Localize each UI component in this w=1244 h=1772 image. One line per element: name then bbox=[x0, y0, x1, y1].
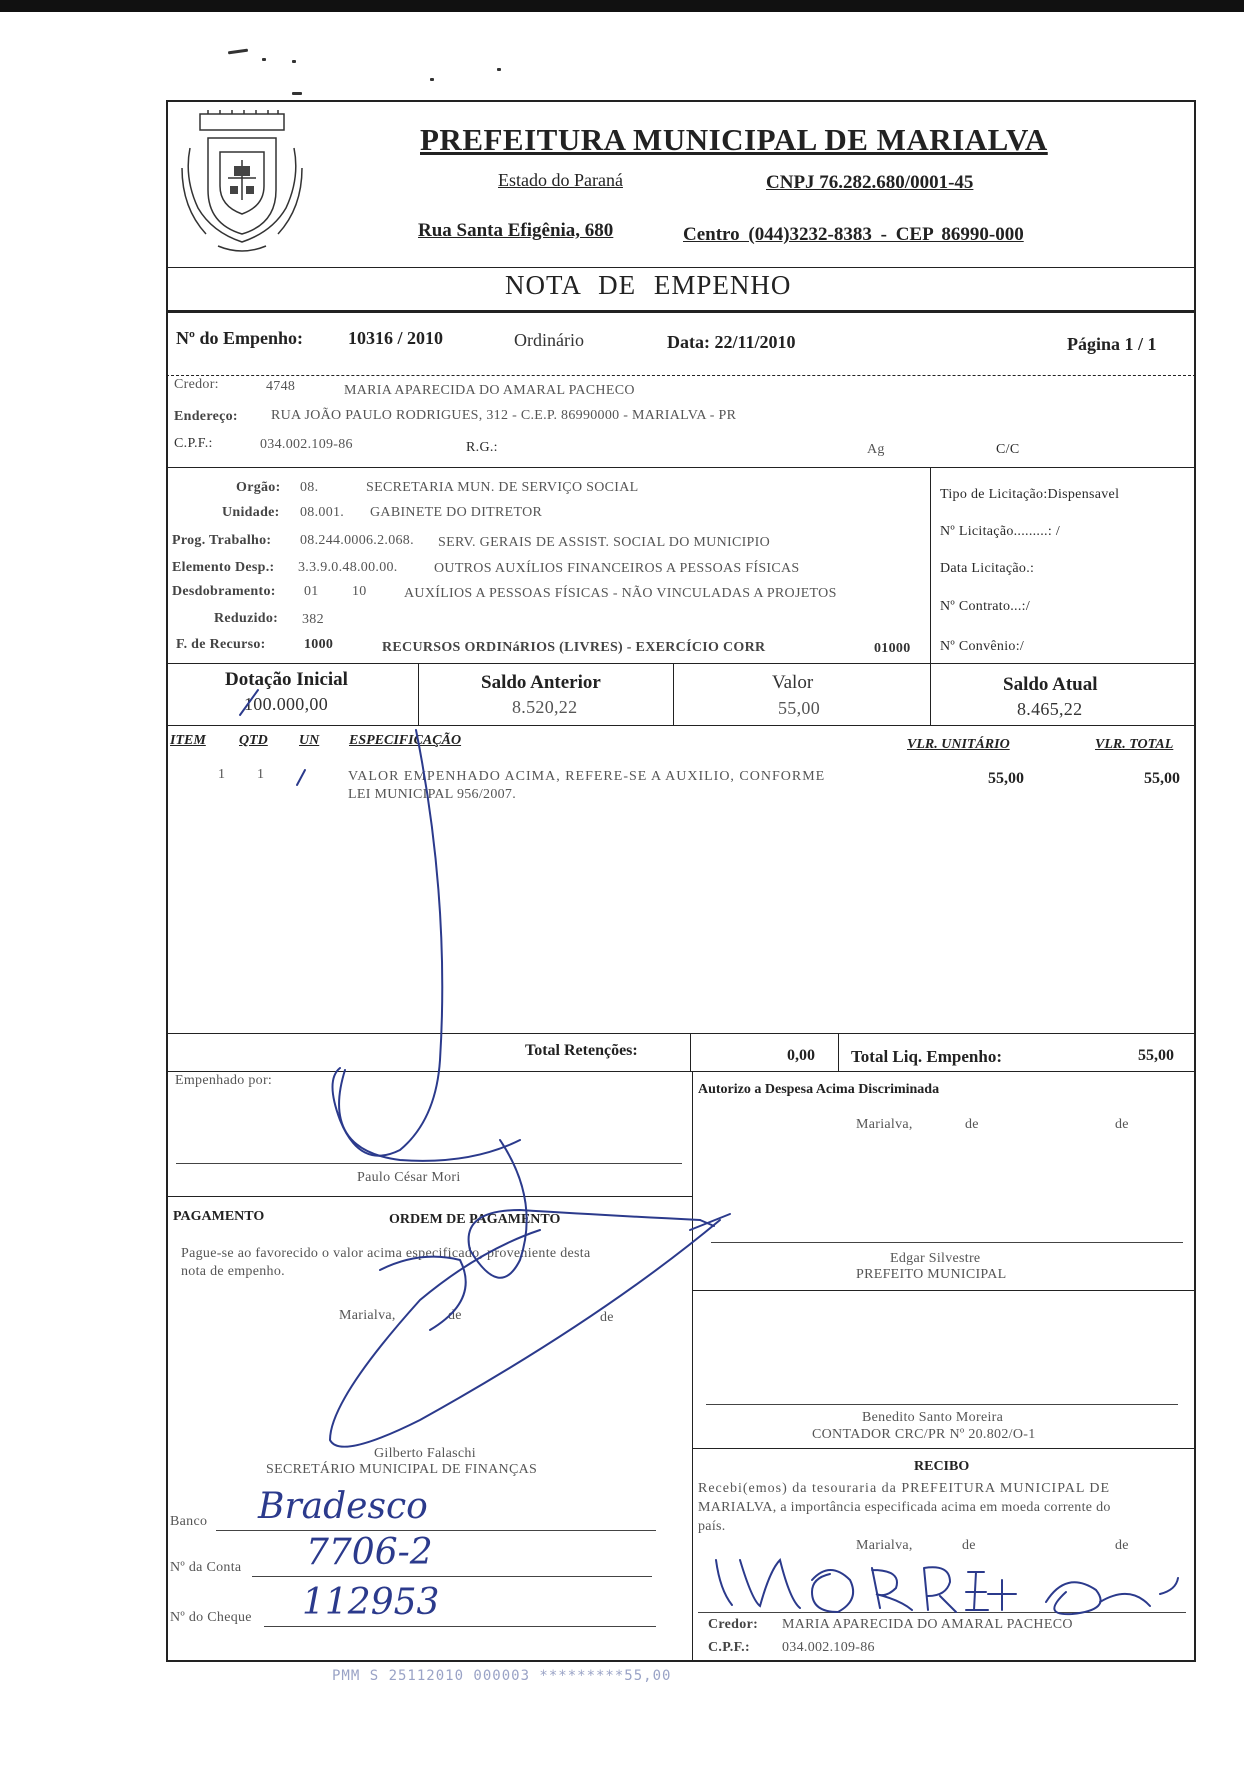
scan-speck bbox=[497, 68, 501, 71]
divider bbox=[166, 1071, 1196, 1072]
empenho-type: Ordinário bbox=[514, 330, 584, 350]
recibo-de-2: de bbox=[1115, 1538, 1129, 1553]
document-title: NOTA DE EMPENHO bbox=[505, 270, 792, 300]
ordem-pagamento-label: ORDEM DE PAGAMENTO bbox=[389, 1212, 561, 1227]
pagamento-city: Marialva, bbox=[339, 1308, 396, 1323]
banco-label: Banco bbox=[170, 1514, 208, 1529]
account-label: C/C bbox=[996, 442, 1020, 457]
total-liquido-label: Total Liq. Empenho: bbox=[851, 1047, 1002, 1066]
conta-field-line bbox=[252, 1576, 652, 1577]
autorizo-de-2: de bbox=[1115, 1117, 1129, 1132]
secretario-role: SECRETÁRIO MUNICIPAL DE FINANÇAS bbox=[266, 1462, 538, 1477]
scan-speck bbox=[292, 60, 296, 63]
divider bbox=[166, 467, 1196, 468]
saldo-atual-value: 8.465,22 bbox=[1017, 699, 1083, 719]
elemento-name: OUTROS AUXÍLIOS FINANCEIROS A PESSOAS FÍSICAS bbox=[434, 561, 800, 576]
address-rest: Centro (044)3232-8383 - CEP 86990-000 bbox=[683, 224, 1024, 245]
autorizo-de-1: de bbox=[965, 1117, 979, 1132]
cpf-value: 034.002.109-86 bbox=[260, 437, 353, 452]
divider bbox=[690, 1033, 691, 1071]
recibo-de-1: de bbox=[962, 1538, 976, 1553]
scan-speck bbox=[430, 78, 434, 81]
banco-field-line bbox=[216, 1530, 656, 1531]
agency-label: Ag bbox=[867, 442, 885, 457]
credor-name: MARIA APARECIDA DO AMARAL PACHECO bbox=[344, 383, 635, 398]
prefeito-name: Edgar Silvestre bbox=[890, 1251, 981, 1266]
orgao-code: 08. bbox=[300, 480, 319, 495]
desdobramento-label: Desdobramento: bbox=[172, 584, 276, 599]
divider bbox=[673, 663, 674, 725]
empenhado-por-name: Paulo César Mori bbox=[357, 1170, 461, 1185]
recibo-text-3: país. bbox=[698, 1519, 726, 1534]
reduzido-value: 382 bbox=[302, 612, 324, 627]
divider bbox=[166, 1033, 1196, 1034]
pagamento-de-2: de bbox=[600, 1310, 614, 1325]
cheque-handwritten: 112953 bbox=[302, 1582, 440, 1623]
recurso-name: RECURSOS ORDINáRIOS (LIVRES) - EXERCÍCIO CORR bbox=[382, 640, 766, 655]
divider bbox=[166, 310, 1196, 313]
contador-role: CONTADOR CRC/PR Nº 20.802/O-1 bbox=[812, 1427, 1036, 1442]
desdobramento-b: 10 bbox=[352, 584, 367, 599]
cpf-label: C.P.F.: bbox=[174, 436, 213, 451]
elemento-label: Elemento Desp.: bbox=[172, 560, 275, 575]
pagamento-label: PAGAMENTO bbox=[173, 1209, 265, 1224]
cheque-label: Nº do Cheque bbox=[170, 1610, 252, 1625]
numero-contrato: Nº Contrato...:/ bbox=[940, 599, 1031, 614]
total-retencoes-label: Total Retenções: bbox=[525, 1042, 638, 1059]
divider bbox=[418, 663, 419, 725]
signature-line bbox=[711, 1242, 1183, 1243]
unidade-label: Unidade: bbox=[222, 505, 280, 520]
prog-trabalho-code: 08.244.0006.2.068. bbox=[300, 533, 414, 548]
municipal-crest-icon bbox=[178, 108, 306, 258]
empenho-number-label: Nº do Empenho: bbox=[176, 328, 303, 348]
secretario-name: Gilberto Falaschi bbox=[374, 1446, 476, 1461]
signature-line bbox=[706, 1404, 1178, 1405]
recurso-extra: 01000 bbox=[874, 641, 911, 656]
autorizo-city: Marialva, bbox=[856, 1117, 913, 1132]
empenho-date: Data: 22/11/2010 bbox=[667, 332, 796, 352]
recibo-text-1: Recebi(emos) da tesouraria da PREFEITURA MUNICIPAL DE bbox=[698, 1481, 1111, 1496]
total-retencoes-value: 0,00 bbox=[787, 1047, 815, 1064]
conta-label: Nº da Conta bbox=[170, 1560, 242, 1575]
orgao-name: SECRETARIA MUN. DE SERVIÇO SOCIAL bbox=[366, 480, 639, 495]
total-liquido-value: 55,00 bbox=[1138, 1047, 1174, 1064]
item-description-line2: LEI MUNICIPAL 956/2007. bbox=[348, 787, 517, 802]
divider bbox=[692, 1290, 1196, 1291]
address-street: Rua Santa Efigênia, 680 bbox=[418, 220, 614, 241]
credor-label: Credor: bbox=[174, 377, 219, 392]
col-total-header: VLR. TOTAL bbox=[1095, 737, 1174, 752]
credor-code: 4748 bbox=[266, 379, 296, 394]
pagamento-de-1: de bbox=[448, 1308, 462, 1323]
item-unit-value: 55,00 bbox=[988, 770, 1024, 787]
saldo-anterior-label: Saldo Anterior bbox=[481, 672, 601, 693]
desdobramento-name: AUXÍLIOS A PESSOAS FÍSICAS - NÃO VINCULADAS A PROJETOS bbox=[404, 586, 837, 601]
saldo-anterior-value: 8.520,22 bbox=[512, 697, 578, 717]
recibo-city: Marialva, bbox=[856, 1538, 913, 1553]
elemento-code: 3.3.9.0.48.00.00. bbox=[298, 560, 398, 575]
recibo-cpf-label: C.P.F.: bbox=[708, 1640, 750, 1655]
scan-speck bbox=[262, 58, 266, 61]
endereco-label: Endereço: bbox=[174, 409, 238, 424]
item-description-line1: VALOR EMPENHADO ACIMA, REFERE-SE A AUXILIO, CONFORME bbox=[348, 769, 826, 784]
recibo-cpf-value: 034.002.109-86 bbox=[782, 1640, 875, 1655]
signature-line bbox=[176, 1163, 682, 1164]
scan-speck bbox=[292, 92, 302, 95]
tipo-licitacao: Tipo de Licitação:Dispensavel bbox=[940, 487, 1120, 502]
signature-line bbox=[698, 1612, 1186, 1613]
contador-name: Benedito Santo Moreira bbox=[862, 1410, 1004, 1425]
saldo-atual-label: Saldo Atual bbox=[1003, 674, 1098, 695]
divider bbox=[838, 1033, 839, 1071]
scan-edge-band bbox=[0, 0, 1244, 12]
mechanical-stamp: PMM S 25112010 000003 *********55,00 bbox=[332, 1668, 672, 1684]
pague-text-1: Pague-se ao favorecido o valor acima especificado, proveniente desta bbox=[181, 1246, 591, 1261]
col-un-header: UN bbox=[299, 733, 320, 748]
empenhado-por-label: Empenhado por: bbox=[175, 1073, 273, 1088]
item-total-value: 55,00 bbox=[1144, 770, 1180, 787]
banco-handwritten: Bradesco bbox=[258, 1486, 428, 1527]
empenho-number: 10316 / 2010 bbox=[348, 328, 444, 348]
dotacao-label: Dotação Inicial bbox=[225, 669, 348, 690]
divider bbox=[166, 1196, 692, 1197]
state-label: Estado do Paraná bbox=[498, 170, 623, 190]
divider bbox=[692, 1071, 693, 1662]
valor-label: Valor bbox=[772, 672, 814, 693]
recurso-code: 1000 bbox=[304, 637, 334, 652]
recibo-label: RECIBO bbox=[914, 1459, 970, 1474]
cheque-field-line bbox=[264, 1626, 656, 1627]
item-qtd: 1 bbox=[257, 767, 265, 782]
col-qtd-header: QTD bbox=[239, 733, 268, 748]
desdobramento-a: 01 bbox=[304, 584, 319, 599]
recurso-label: F. de Recurso: bbox=[176, 637, 266, 652]
divider bbox=[166, 267, 1196, 268]
municipality-title: PREFEITURA MUNICIPAL DE MARIALVA bbox=[420, 122, 1048, 157]
page-indicator: Página 1 / 1 bbox=[1067, 334, 1157, 354]
cnpj-label: CNPJ 76.282.680/0001-45 bbox=[766, 172, 974, 193]
reduzido-label: Reduzido: bbox=[214, 611, 279, 626]
scan-speck bbox=[228, 49, 248, 55]
divider bbox=[692, 1448, 1196, 1449]
divider bbox=[930, 467, 931, 663]
unidade-name: GABINETE DO DITRETOR bbox=[370, 505, 543, 520]
recibo-text-2: MARIALVA, a importância especificada acima em moeda corrente do bbox=[698, 1500, 1111, 1515]
numero-licitacao: Nº Licitação.........: / bbox=[940, 524, 1061, 539]
divider bbox=[930, 663, 931, 725]
prog-trabalho-label: Prog. Trabalho: bbox=[172, 533, 272, 548]
item-number: 1 bbox=[218, 767, 226, 782]
divider bbox=[166, 663, 1196, 664]
valor-value: 55,00 bbox=[778, 698, 820, 718]
pague-text-2: nota de empenho. bbox=[181, 1264, 285, 1279]
divider bbox=[166, 725, 1196, 726]
prefeito-role: PREFEITO MUNICIPAL bbox=[856, 1267, 1007, 1282]
orgao-label: Orgão: bbox=[236, 480, 281, 495]
conta-handwritten: 7706-2 bbox=[306, 1532, 433, 1573]
data-licitacao: Data Licitação.: bbox=[940, 561, 1035, 576]
endereco-value: RUA JOÃO PAULO RODRIGUES, 312 - C.E.P. 86990000 - MARIALVA - PR bbox=[271, 408, 737, 423]
unidade-code: 08.001. bbox=[300, 505, 345, 520]
rg-label: R.G.: bbox=[466, 440, 498, 455]
numero-convenio: Nº Convênio:/ bbox=[940, 639, 1025, 654]
dotacao-value: 100.000,00 bbox=[244, 694, 328, 714]
prog-trabalho-name: SERV. GERAIS DE ASSIST. SOCIAL DO MUNICIPIO bbox=[438, 535, 771, 550]
recibo-credor-name: MARIA APARECIDA DO AMARAL PACHECO bbox=[782, 1617, 1073, 1632]
autorizo-label: Autorizo a Despesa Acima Discriminada bbox=[698, 1082, 940, 1097]
divider bbox=[166, 375, 1196, 376]
col-item-header: ITEM bbox=[170, 733, 206, 748]
col-unit-header: VLR. UNITÁRIO bbox=[907, 737, 1010, 752]
col-espec-header: ESPECIFICAÇÃO bbox=[349, 733, 462, 748]
recibo-credor-label: Credor: bbox=[708, 1617, 759, 1632]
